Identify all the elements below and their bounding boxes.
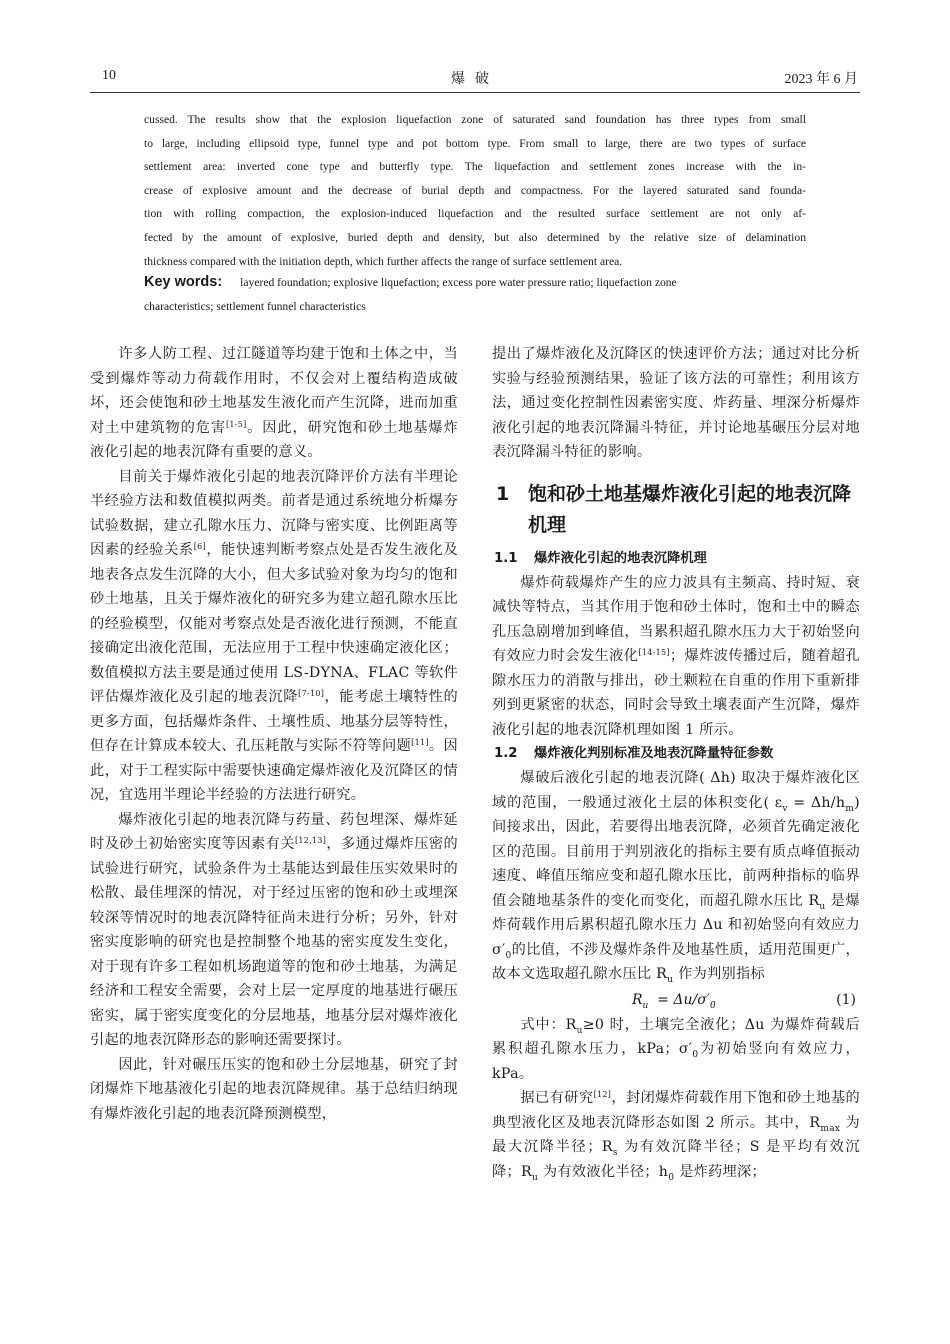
abstract-line: settlement area: inverted cone type and butterfly type. The liquefaction and settlement zones increase with the in- — [144, 160, 806, 174]
paragraph: 据已有研究[12]，封闭爆炸荷载作用下饱和砂土地基的典型液化区及地表沉降形态如图 2 所示。其中，$R_{max}$ 为最大沉降半径；$R_s$ 为有效沉降半径；S 是平均有效沉降；$R_u$ 为有效液化半径；$h_0$ 是炸药埋深； — [492, 1090, 860, 1183]
paragraph: 因此，针对碾压压实的饱和砂土分层地基，研究了封闭爆炸下地基液化引起的地表沉降规律。基于总结归纳现有爆炸液化引起的地表沉降预测模型， — [90, 1056, 458, 1122]
citation: [6] — [193, 542, 206, 551]
citation: [7-10] — [298, 689, 325, 698]
left-column — [90, 342, 458, 1126]
subsection-heading: 1.1 爆炸液化引起的地表沉降机理 — [494, 550, 707, 566]
paragraph: 式中：$R_u\ge 0$ 时，土壤完全液化；Δu 为爆炸荷载后累积超孔隙水压力，kPa；$\sigma'_0$为初始竖向有效应力，kPa。 — [492, 1016, 860, 1082]
paragraph: 目前关于爆炸液化引起的地表沉降评价方法有半理论半经验方法和数值模拟两类。前者是通过系统地分析爆夯试验数据，建立孔隙水压力、沉降与密实度、比例距离等因素的经验关系[6]，能快速判断考察点处是否发生液化及地表各点发生沉降的大小，但大多试验对象为均匀的饱和砂土地基，且关于爆炸液化的研究多为建立超孔隙水压比的经验模型，仅能对考察点处是否液化进行预测，不能直接确定出液化范围，无法应用于工程中快速确定液化区；数值模拟方法主要是通过使用 LS-DYNA、FLAC 等软件评估爆炸液化及引起的地表沉降[7-10]，能考虑土壤特性的更多方面，包括爆炸条件、土壤性质、地基分层等特性，但存在计算成本较大、孔压耗散与实际不符等问题[11]。因此，对于工程实际中需要快速确定爆炸液化及沉降区的情况，宜选用半理论半经验的方法进行研究。 — [90, 468, 459, 803]
keywords-label: Key words: — [144, 274, 223, 290]
right-column — [492, 342, 860, 1184]
page-header — [90, 66, 860, 93]
keywords — [144, 270, 806, 319]
abstract-line: to large, including ellipsoid type, funnel type and pot bottom type. From small to large, there are two types of surface — [144, 136, 806, 150]
keywords-line: layered foundation; explosive liquefaction; excess pore water pressure ratio; liquefaction zone — [240, 276, 677, 289]
page-number: 10 — [102, 68, 116, 83]
keywords-line: characteristics; settlement funnel characteristics — [144, 300, 366, 313]
abstract-line: thickness compared with the initiation depth, which further affects the range of surface settlement area. — [144, 254, 623, 268]
paragraph: 爆破后液化引起的地表沉降( Δh) 取决于爆炸液化区域的范围，一般通过液化土层的体积变化( $\varepsilon_v = \Delta h/h_m$) 间接求出，因此，若要得出地表沉降，必须首先确定液化区的范围。目前用于判别液化的指标主要有质点峰值振动速度、峰值压缩应变和超孔隙水压比，前两种指标的临界值会随地基条件的变化而变化，而超孔隙水压比 $R_u$ 是爆炸荷载作用后累积超孔隙水压力 Δu 和初始竖向有效应力 $\sigma'_0$的比值，不涉及爆炸条件及地基性质，适用范围更广，故本文选取超孔隙水压比 $R_u$ 作为判别指标 — [492, 770, 861, 985]
citation: [11] — [411, 738, 429, 747]
journal-name: 爆破 — [451, 72, 499, 87]
section-heading: 1 饱和砂土地基爆炸液化引起的地表沉降机理 — [496, 482, 852, 536]
abstract-line: cussed. The results show that the explosion liquefaction zone of saturated sand foundation has three types from small — [144, 113, 806, 126]
paragraph: 提出了爆炸液化及沉降区的快速评价方法；通过对比分析实验与经验预测结果，验证了该方法的可靠性；利用该方法，通过变化控制性因素密实度、炸药量、埋深分析爆炸液化引起的地表沉降漏斗特征，并讨论地基碾压分层对地表沉降漏斗特征的影响。 — [492, 346, 860, 460]
equation-1: $R_u = \Delta u/\sigma'_0$ (1) — [492, 987, 860, 1013]
equation-number: (1) — [836, 991, 856, 1008]
paragraph: 爆炸荷载爆炸产生的应力波具有主频高、持时短、衰减快等特点，当其作用于饱和砂土体时，饱和土中的瞬态孔压急剧增加到峰值，当累积超孔隙水压力大于初始竖向有效应力时会发生液化[14-15]；爆炸波传播过后，随着超孔隙水压力的消散与排出，砂土颗粒在自重的作用下重新排列到更紧密的状态，同时会导致土壤表面产生沉降，爆炸液化引起的地表沉降机理如图 1 所示。 — [492, 574, 860, 738]
subsection-heading: 1.2 爆炸液化判别标准及地表沉降量特征参数 — [494, 746, 774, 761]
paragraph: 爆炸液化引起的地表沉降与药量、药包埋深、爆炸延时及砂土初始密实度等因素有关[12,13]，多通过爆炸压密的试验进行研究，试验条件为土基能达到最佳压实效果时的松散、最佳埋深的情况，对于经过压密的饱和砂土或埋深较深等情况时的地表沉降特征尚未进行分析；另外，针对密实度影响的研究也是控制整个地基的密实度发生变化，对于现有许多工程如机场跑道等的饱和砂土地基，为满足经济和工程安全需要，会对上层一定厚度的地基进行碾压密实，属于密实度变化的分层地基，地基分层对爆炸液化引起的地表沉降形态的影响还需要探讨。 — [90, 811, 459, 1048]
issue-date: 2023 年 6 月 — [784, 72, 858, 87]
abstract-line: fected by the amount of explosive, buried depth and density, but also determined by the relative size of delamination — [144, 230, 806, 244]
citation: [1-5] — [225, 419, 247, 429]
abstract-line: crease of explosive amount and the decrease of burial depth and compactness. For the layered saturated sand founda- — [144, 183, 806, 197]
paragraph: 许多人防工程、过江隧道等均建于饱和土体之中，当受到爆炸等动力荷载作用时，不仅会对上覆结构造成破坏，还会使饱和砂土地基发生液化而产生沉降，进而加重对土中建筑物的危害[1-5]。因此，研究饱和砂土地基爆炸液化引起的地表沉降有重要的意义。 — [90, 346, 459, 460]
citation: [12] — [593, 1090, 612, 1099]
citation: [12,13] — [294, 836, 327, 845]
abstract — [144, 108, 806, 273]
abstract-line: tion with rolling compaction, the explosion-induced liquefaction and the resulted surface settlement are not only af- — [144, 207, 806, 221]
citation: [14-15] — [638, 648, 670, 657]
